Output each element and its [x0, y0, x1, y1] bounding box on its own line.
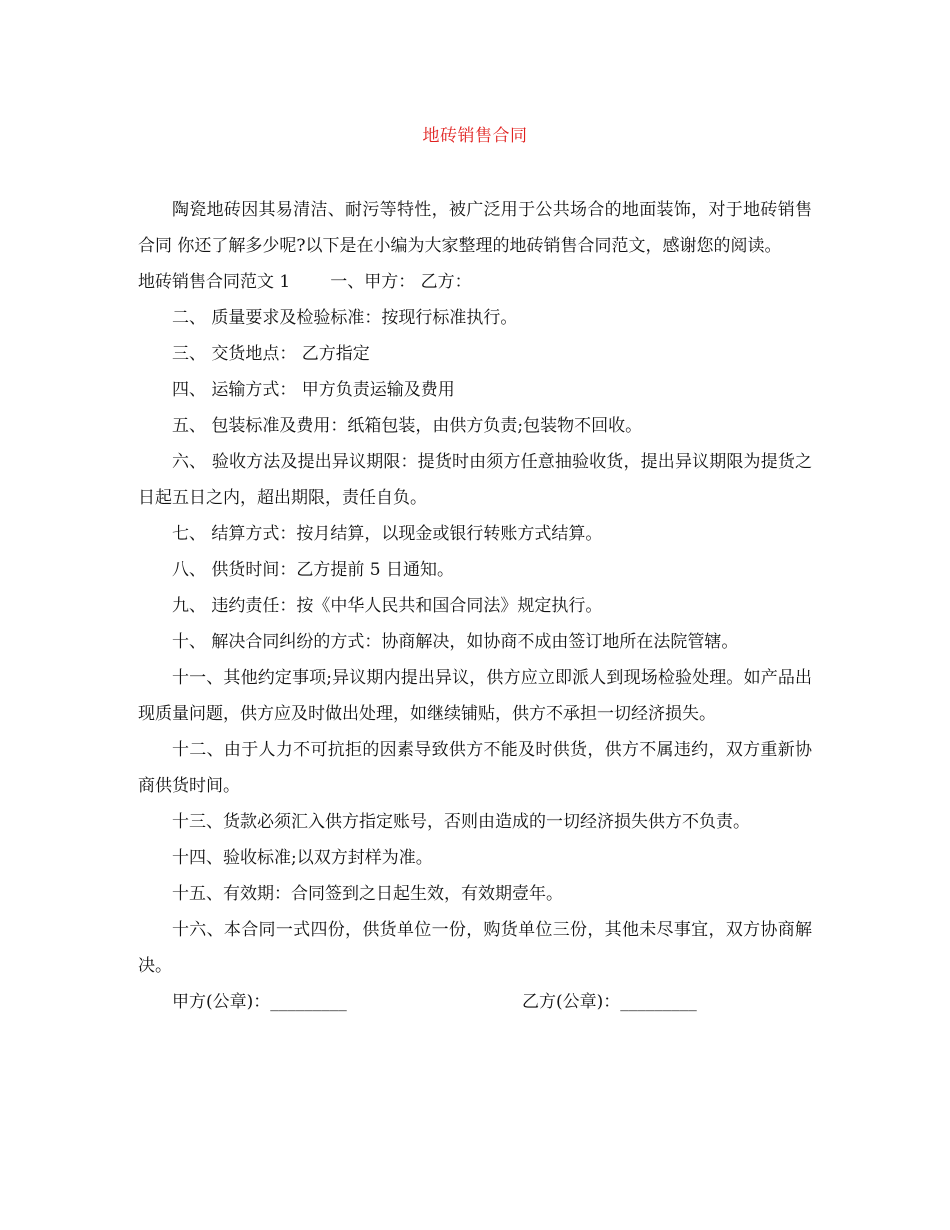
clause-5: 五、 包装标准及费用：纸箱包装，由供方负责;包装物不回收。	[172, 416, 643, 436]
intro-paragraph: 陶瓷地砖因其易清洁、耐污等特性，被广泛用于公共场合的地面装饰，对于地砖销售合同 你还了解多少呢?以下是在小编为大家整理的地砖销售合同范文，感谢您的阅读。	[138, 200, 812, 256]
sample-heading: 地砖销售合同范文 1	[138, 272, 291, 292]
clause-15: 十五、有效期：合同签到之日起生效，有效期壹年。	[172, 884, 563, 904]
document-title: 地砖销售合同	[422, 126, 528, 146]
clause-4: 四、 运输方式： 甲方负责运输及费用	[172, 380, 455, 400]
signature-row	[138, 984, 812, 1020]
clause-9: 九、 违约责任：按《中华人民共和国合同法》规定执行。	[172, 596, 603, 616]
clause-3: 三、 交货地点： 乙方指定	[172, 344, 370, 364]
clause-11: 十一、其他约定事项;异议期内提出异议，供方应立即派人到现场检验处理。如产品出现质量问题，供方应及时做出处理，如继续铺贴，供方不承担一切经济损失。	[138, 668, 812, 724]
party-b-seal: 乙方(公章)：_________	[522, 992, 697, 1012]
sample-heading-line	[138, 264, 812, 300]
clause-16: 十六、本合同一式四份，供货单位一份，购货单位三份，其他未尽事宜，双方协商解决。	[138, 920, 812, 976]
document-body	[138, 192, 812, 1020]
clause-6: 六、 验收方法及提出异议期限：提货时由须方任意抽验收货，提出异议期限为提货之日起五日之内，超出期限，责任自负。	[138, 452, 812, 508]
clause-10: 十、 解决合同纠纷的方式：协商解决，如协商不成由签订地所在法院管辖。	[172, 632, 739, 652]
clause-7: 七、 结算方式：按月结算，以现金或银行转账方式结算。	[172, 524, 603, 544]
clause-14: 十四、验收标准;以双方封样为准。	[172, 848, 433, 868]
clause-1: 一、甲方： 乙方：	[330, 272, 472, 292]
clause-2: 二、 质量要求及检验标准：按现行标准执行。	[172, 308, 518, 328]
clause-8: 八、 供货时间：乙方提前 5 日通知。	[172, 560, 455, 580]
clause-13: 十三、货款必须汇入供方指定账号，否则由造成的一切经济损失供方不负责。	[172, 812, 750, 832]
party-a-seal: 甲方(公章)：_________	[172, 992, 347, 1012]
clause-12: 十二、由于人力不可抗拒的因素导致供方不能及时供货，供方不属违约，双方重新协商供货时间。	[138, 740, 812, 796]
